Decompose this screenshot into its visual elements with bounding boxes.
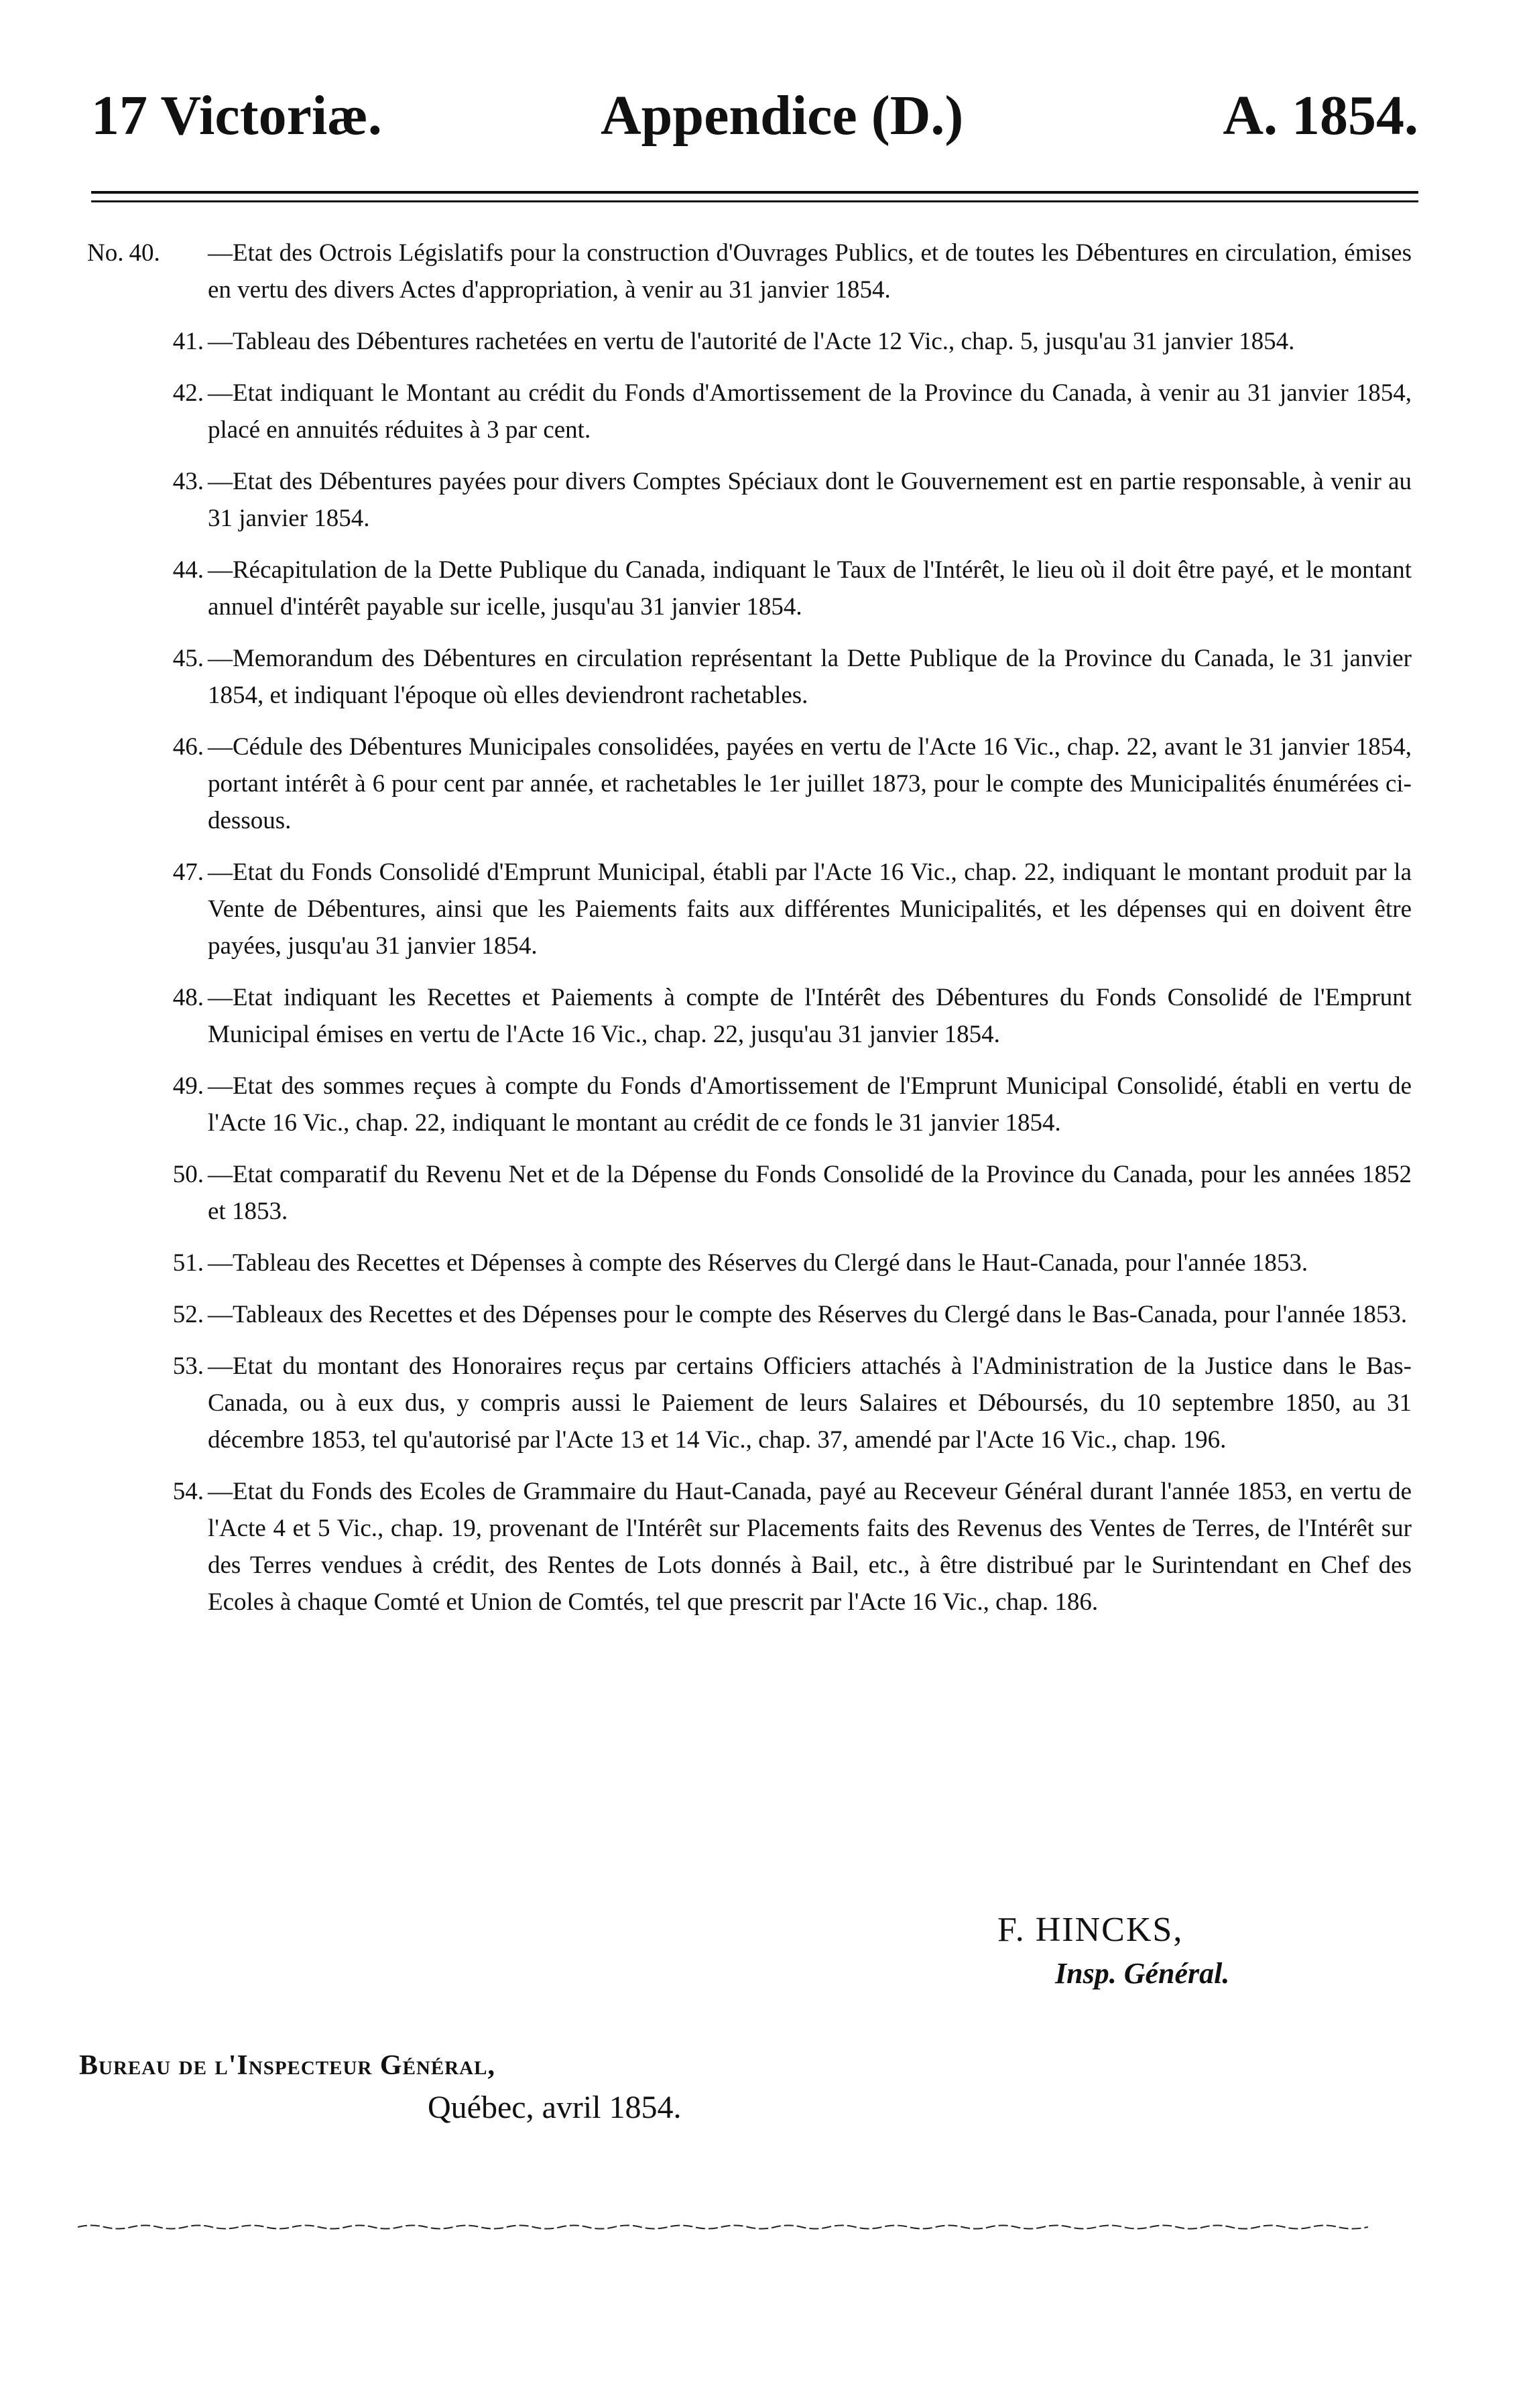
signature-block [997, 1907, 1373, 1994]
entry-text: —Etat indiquant le Montant au crédit du Fonds d'Amortissement de la Province du Canada, à venir au 31 janvier 1854, placé en annuités réduites à 3 par cent. [208, 379, 1412, 444]
entry-number: 53. [172, 1352, 204, 1380]
list-item [87, 1068, 1412, 1141]
header-regnal-year: 17 Victoriæ. [91, 84, 382, 147]
entry-number: 51. [172, 1249, 204, 1277]
entry-text: —Memorandum des Débentures en circulation représentant la Dette Publique de la Province du Canada, le 31 janvier 1854, et indiquant l'époque où elles deviendront rachetables. [208, 645, 1412, 709]
entry-text: —Etat du montant des Honoraires reçus par certains Officiers attachés à l'Administration de la Justice dans le Bas-Canada, ou à eux dus, y compris aussi le Paiement de leurs Salaires et Déboursés, du 10 septembre 1850, au 31 décembre 1853, tel qu'autorisé par l'Acte 13 et 14 Vic., chap. 37, amendé par l'Acte 16 Vic., chap. 196. [208, 1352, 1412, 1454]
list-item [87, 854, 1412, 964]
entry-text: —Tableaux des Recettes et des Dépenses pour le compte des Réserves du Clergé dans le Bas-Canada, pour l'année 1853. [208, 1301, 1408, 1328]
list-item [87, 1245, 1412, 1281]
entry-number: 41. [172, 328, 204, 355]
list-item [87, 1348, 1412, 1458]
entry-number: 42. [172, 379, 204, 407]
list-item [87, 728, 1412, 839]
list-item [87, 1296, 1412, 1333]
entry-text: —Récapitulation de la Dette Publique du Canada, indiquant le Taux de l'Intérêt, le lieu où il doit être payé, et le montant annuel d'intérêt payable sur icelle, jusqu'au 31 janvier 1854. [208, 556, 1412, 621]
entry-number: 52. [172, 1301, 204, 1328]
bottom-decorative-rule [78, 2222, 1368, 2232]
entry-text: —Etat du Fonds des Ecoles de Grammaire du Haut-Canada, payé au Receveur Général durant l'année 1853, en vertu de l'Acte 4 et 5 Vic., chap. 19, provenant de l'Intérêt sur Placements faits des Revenus des Ventes de Terres, de l'Intérêt sur des Terres vendues à crédit, des Rentes de Lots donnés à Bail, etc., à être distribué par le Surintendant en Chef des Ecoles à chaque Comté et Union de Comtés, tel que prescrit par l'Acte 16 Vic., chap. 186. [208, 1478, 1412, 1616]
office-name: Bureau de l'Inspecteur Général, [79, 2050, 495, 2081]
list-item [87, 1473, 1412, 1621]
list-item [87, 1156, 1412, 1230]
header-appendix: Appendice (D.) [601, 84, 964, 147]
list-item [87, 323, 1412, 360]
entry-number: 48. [172, 984, 204, 1011]
entry-number: 44. [172, 556, 204, 584]
entry-text: —Tableau des Recettes et Dépenses à compte des Réserves du Clergé dans le Haut-Canada, pour l'année 1853. [208, 1249, 1308, 1277]
entry-prefix: No. [87, 239, 124, 267]
signatory-title: Insp. Général. [1055, 1957, 1230, 1990]
place-date: Québec, avril 1854. [428, 2090, 682, 2125]
signatory-name: F. HINCKS, [997, 1911, 1184, 1949]
entry-text: —Etat des Octrois Législatifs pour la construction d'Ouvrages Publics, et de toutes les Débentures en circulation, émises en vertu des divers Actes d'appropriation, à venir au 31 janvier 1854. [208, 239, 1412, 304]
entry-text: —Etat des Débentures payées pour divers Comptes Spéciaux dont le Gouvernement est en partie responsable, à venir au 31 janvier 1854. [208, 468, 1412, 532]
entry-number: 54. [172, 1478, 204, 1505]
entry-text: —Etat comparatif du Revenu Net et de la Dépense du Fonds Consolidé de la Province du Canada, pour les années 1852 et 1853. [208, 1161, 1412, 1225]
entry-number: No. 40. [87, 239, 160, 267]
entries-list [87, 235, 1412, 1635]
header-rule-thick [91, 191, 1418, 194]
entry-text: —Etat du Fonds Consolidé d'Emprunt Municipal, établi par l'Acte 16 Vic., chap. 22, indiquant le montant produit par la Vente de Débentures, ainsi que les Paiements faits aux différentes Municipalités, et les dépenses qui en doivent être payées, jusqu'au 31 janvier 1854. [208, 859, 1412, 960]
entry-text: —Etat des sommes reçues à compte du Fonds d'Amortissement de l'Emprunt Municipal Consolidé, établi en vertu de l'Acte 16 Vic., chap. 22, indiquant le montant au crédit de ce fonds le 31 janvier 1854. [208, 1072, 1412, 1137]
header-year: A. 1854. [1223, 84, 1418, 147]
entry-text: —Cédule des Débentures Municipales consolidées, payées en vertu de l'Acte 16 Vic., chap. 22, avant le 31 janvier 1854, portant intérêt à 6 pour cent par année, et rachetables le 1er juillet 1873, pour le compte des Municipalités énumérées ci-dessous. [208, 733, 1412, 834]
entry-text: —Tableau des Débentures rachetées en vertu de l'autorité de l'Acte 12 Vic., chap. 5, jusqu'au 31 janvier 1854. [208, 328, 1295, 355]
list-item [87, 640, 1412, 714]
entry-number: 50. [172, 1161, 204, 1188]
running-header [91, 79, 1418, 153]
entry-number: 43. [172, 468, 204, 495]
list-item [87, 463, 1412, 537]
entry-text: —Etat indiquant les Recettes et Paiements à compte de l'Intérêt des Débentures du Fonds Consolidé de l'Emprunt Municipal émises en vertu de l'Acte 16 Vic., chap. 22, jusqu'au 31 janvier 1854. [208, 984, 1412, 1048]
entry-number: 49. [172, 1072, 204, 1100]
header-rule-thin [91, 200, 1418, 202]
entry-number: 45. [172, 645, 204, 672]
list-item [87, 979, 1412, 1053]
list-item [87, 235, 1412, 308]
list-item [87, 375, 1412, 448]
entry-number: 47. [172, 859, 204, 886]
office-block [79, 2045, 883, 2130]
entry-number: 46. [172, 733, 204, 761]
list-item [87, 552, 1412, 625]
